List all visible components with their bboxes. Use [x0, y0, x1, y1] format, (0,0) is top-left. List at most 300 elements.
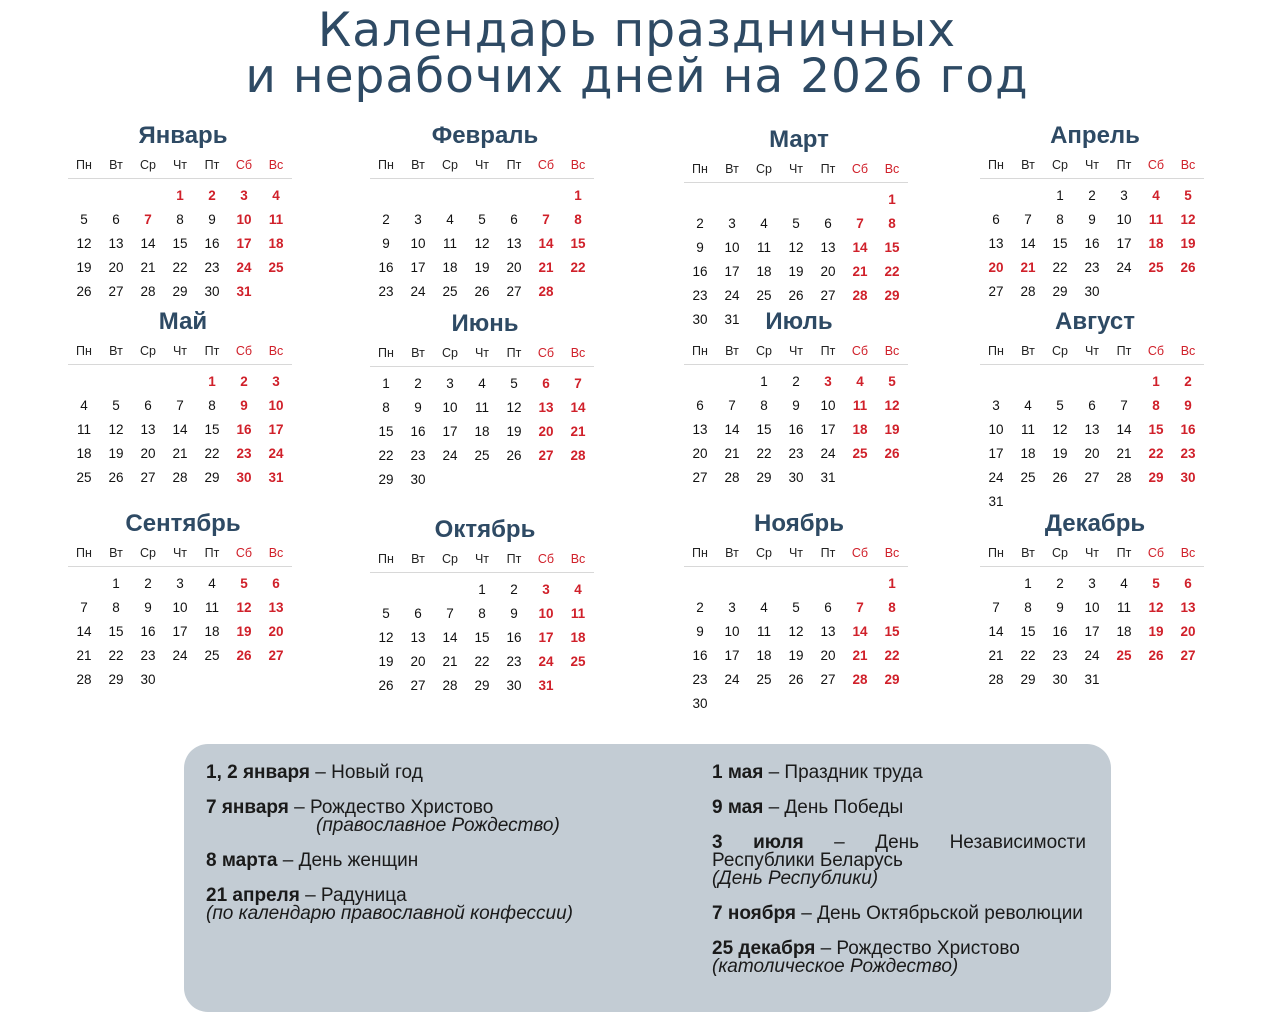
- month-10: [370, 516, 600, 697]
- month-8: [980, 308, 1210, 513]
- day-cell: [716, 365, 748, 394]
- day-cell: 26: [788, 671, 804, 687]
- day-cell: 22: [172, 259, 188, 275]
- day-cell: [260, 667, 292, 691]
- day-cell: 24: [724, 287, 740, 303]
- weekday-header: Сб: [530, 344, 562, 367]
- day-cell: 20: [140, 445, 156, 461]
- day-cell: 7: [728, 397, 736, 413]
- weekday-header: Вт: [402, 156, 434, 179]
- weekday-header: Пт: [812, 342, 844, 365]
- day-cell: 2: [1088, 187, 1096, 203]
- holiday-name: – День женщин: [277, 850, 419, 871]
- month-name: Апрель: [1050, 122, 1140, 149]
- day-cell: 25: [852, 445, 868, 461]
- day-cell: 13: [268, 599, 284, 615]
- day-cell: 13: [1180, 599, 1196, 615]
- day-cell: 28: [988, 671, 1004, 687]
- day-cell: 11: [204, 599, 219, 615]
- day-cell: 9: [1184, 397, 1192, 413]
- day-cell: 18: [268, 235, 284, 251]
- weekday-header: Вт: [1012, 342, 1044, 365]
- day-cell: 7: [574, 375, 582, 391]
- day-cell: 27: [820, 287, 836, 303]
- day-cell: 15: [378, 423, 394, 439]
- day-cell: 6: [696, 397, 704, 413]
- day-cell: 14: [76, 623, 92, 639]
- day-cell: 5: [1056, 397, 1064, 413]
- weekday-header: Пн: [684, 342, 716, 365]
- day-cell: 27: [140, 469, 156, 485]
- day-cell: 11: [1020, 421, 1035, 437]
- weekday-header: Пн: [370, 156, 402, 179]
- day-cell: [876, 465, 908, 489]
- day-cell: [1012, 179, 1044, 208]
- day-cell: 19: [1180, 235, 1196, 251]
- day-cell: 18: [756, 263, 772, 279]
- day-cell: 7: [856, 215, 864, 231]
- day-cell: 26: [1148, 647, 1164, 663]
- day-cell: [684, 365, 716, 394]
- day-cell: [812, 567, 844, 596]
- day-cell: 1: [112, 575, 120, 591]
- weekday-header: Пн: [980, 342, 1012, 365]
- day-cell: 4: [574, 581, 582, 597]
- day-cell: [748, 567, 780, 596]
- day-cell: 28: [140, 283, 156, 299]
- day-cell: [562, 673, 594, 697]
- day-cell: [68, 567, 100, 596]
- day-cell: 28: [1020, 283, 1036, 299]
- day-cell: 25: [1148, 259, 1164, 275]
- day-cell: 22: [1052, 259, 1068, 275]
- month-4: [980, 122, 1210, 303]
- month-7: [684, 308, 914, 489]
- day-cell: 15: [884, 623, 900, 639]
- day-cell: 30: [140, 671, 156, 687]
- day-cell: 9: [510, 605, 518, 621]
- weekday-header: Вс: [1172, 342, 1204, 365]
- day-cell: 27: [692, 469, 708, 485]
- day-cell: [1076, 365, 1108, 394]
- day-cell: 16: [204, 235, 220, 251]
- day-cell: 15: [172, 235, 188, 251]
- day-cell: 27: [108, 283, 124, 299]
- day-cell: 31: [1084, 671, 1100, 687]
- day-cell: 23: [204, 259, 220, 275]
- month-name: Январь: [138, 122, 228, 149]
- day-cell: 4: [478, 375, 486, 391]
- day-cell: 3: [824, 373, 832, 389]
- day-cell: 5: [888, 373, 896, 389]
- holiday-date: 7 января: [206, 797, 289, 818]
- day-cell: 6: [824, 599, 832, 615]
- weekday-header: Сб: [1140, 544, 1172, 567]
- day-cell: 17: [236, 235, 252, 251]
- day-cell: 11: [852, 397, 868, 413]
- day-cell: 17: [1084, 623, 1100, 639]
- holiday-date: 9 мая: [712, 797, 764, 818]
- month-6: [370, 310, 600, 491]
- weekday-header: Сб: [844, 160, 876, 183]
- day-cell: 23: [1052, 647, 1068, 663]
- holiday-item: [712, 764, 1086, 782]
- day-cell: 28: [76, 671, 92, 687]
- day-cell: 26: [76, 283, 92, 299]
- month-name: Октябрь: [434, 516, 536, 543]
- day-cell: 18: [756, 647, 772, 663]
- day-cell: 17: [410, 259, 426, 275]
- day-cell: 16: [692, 647, 708, 663]
- day-cell: 12: [788, 239, 804, 255]
- day-cell: 23: [1084, 259, 1100, 275]
- day-cell: 29: [172, 283, 188, 299]
- day-cell: 12: [108, 421, 124, 437]
- day-cell: 20: [268, 623, 284, 639]
- day-cell: [100, 179, 132, 208]
- weekday-header: Ср: [132, 544, 164, 567]
- day-cell: [434, 467, 466, 491]
- weekday-header: Вс: [876, 544, 908, 567]
- day-cell: 16: [140, 623, 156, 639]
- day-cell: 14: [172, 421, 188, 437]
- day-cell: 5: [792, 215, 800, 231]
- day-cell: 6: [824, 215, 832, 231]
- weekday-header: Пт: [1108, 544, 1140, 567]
- day-cell: 30: [236, 469, 252, 485]
- weekday-header: Вс: [260, 342, 292, 365]
- day-cell: 16: [788, 421, 804, 437]
- day-cell: 31: [988, 493, 1004, 509]
- day-cell: 29: [1052, 283, 1068, 299]
- day-cell: 30: [1180, 469, 1196, 485]
- month-table: [370, 344, 594, 491]
- day-cell: 12: [788, 623, 804, 639]
- day-cell: [748, 183, 780, 212]
- day-cell: [164, 365, 196, 394]
- month-11: [684, 510, 914, 715]
- day-cell: 20: [1084, 445, 1100, 461]
- weekday-header: Пн: [684, 544, 716, 567]
- weekday-header: Чт: [780, 544, 812, 567]
- holidays-left-column: [206, 764, 676, 940]
- day-cell: 8: [888, 599, 896, 615]
- day-cell: 29: [884, 287, 900, 303]
- day-cell: 11: [1148, 211, 1164, 227]
- day-cell: 17: [442, 423, 458, 439]
- day-cell: 17: [724, 263, 740, 279]
- day-cell: 8: [112, 599, 120, 615]
- holiday-item: [206, 799, 676, 835]
- day-cell: 22: [570, 259, 586, 275]
- day-cell: [1140, 667, 1172, 691]
- day-cell: [980, 567, 1012, 596]
- day-cell: 8: [888, 215, 896, 231]
- day-cell: 17: [538, 629, 554, 645]
- day-cell: 8: [176, 211, 184, 227]
- day-cell: 7: [1024, 211, 1032, 227]
- day-cell: 16: [692, 263, 708, 279]
- day-cell: 22: [1020, 647, 1036, 663]
- day-cell: 24: [268, 445, 284, 461]
- day-cell: 28: [724, 469, 740, 485]
- day-cell: 2: [696, 599, 704, 615]
- day-cell: 20: [988, 259, 1004, 275]
- day-cell: 13: [988, 235, 1004, 251]
- day-cell: 5: [382, 605, 390, 621]
- page-title: [0, 3, 1274, 104]
- day-cell: 22: [378, 447, 394, 463]
- day-cell: 19: [378, 653, 394, 669]
- day-cell: [684, 567, 716, 596]
- day-cell: 14: [988, 623, 1004, 639]
- day-cell: 18: [1116, 623, 1132, 639]
- day-cell: 28: [172, 469, 188, 485]
- weekday-header: Пт: [196, 156, 228, 179]
- day-cell: 4: [272, 187, 280, 203]
- day-cell: 13: [820, 239, 836, 255]
- day-cell: 1: [888, 575, 896, 591]
- weekday-header: Вс: [260, 156, 292, 179]
- weekday-header: Чт: [164, 544, 196, 567]
- weekday-header: Вс: [562, 156, 594, 179]
- day-cell: 25: [756, 287, 772, 303]
- day-cell: 20: [820, 263, 836, 279]
- weekday-header: Пн: [370, 550, 402, 573]
- day-cell: 13: [692, 421, 708, 437]
- holiday-date: 7 ноября: [712, 903, 796, 924]
- day-cell: 22: [884, 647, 900, 663]
- weekday-header: Пт: [812, 544, 844, 567]
- holiday-item: [712, 940, 1086, 976]
- weekday-header: Пн: [980, 544, 1012, 567]
- day-cell: [434, 179, 466, 208]
- day-cell: 13: [820, 623, 836, 639]
- day-cell: [370, 573, 402, 602]
- month-5: [68, 308, 298, 489]
- day-cell: [844, 567, 876, 596]
- day-cell: 30: [410, 471, 426, 487]
- day-cell: 23: [692, 671, 708, 687]
- day-cell: 13: [108, 235, 124, 251]
- day-cell: 10: [820, 397, 836, 413]
- day-cell: 8: [1024, 599, 1032, 615]
- day-cell: 30: [692, 311, 708, 327]
- day-cell: 26: [378, 677, 394, 693]
- day-cell: 15: [1052, 235, 1068, 251]
- day-cell: [164, 667, 196, 691]
- day-cell: 22: [756, 445, 772, 461]
- day-cell: 8: [382, 399, 390, 415]
- day-cell: 13: [1084, 421, 1100, 437]
- day-cell: 26: [236, 647, 252, 663]
- weekday-header: Пт: [498, 550, 530, 573]
- day-cell: 10: [410, 235, 426, 251]
- month-name: Февраль: [431, 122, 539, 149]
- weekday-header: Ср: [1044, 544, 1076, 567]
- day-cell: 24: [820, 445, 836, 461]
- day-cell: 26: [1180, 259, 1196, 275]
- day-cell: 31: [538, 677, 554, 693]
- day-cell: 5: [1152, 575, 1160, 591]
- day-cell: 4: [856, 373, 864, 389]
- day-cell: 15: [884, 239, 900, 255]
- day-cell: 15: [204, 421, 220, 437]
- day-cell: 20: [820, 647, 836, 663]
- day-cell: 20: [1180, 623, 1196, 639]
- day-cell: 15: [108, 623, 124, 639]
- day-cell: 18: [442, 259, 458, 275]
- day-cell: 10: [538, 605, 554, 621]
- weekday-header: Вт: [716, 544, 748, 567]
- day-cell: 29: [378, 471, 394, 487]
- day-cell: 8: [1152, 397, 1160, 413]
- day-cell: 27: [410, 677, 426, 693]
- month-table: [980, 544, 1204, 691]
- day-cell: 18: [474, 423, 490, 439]
- day-cell: 25: [1020, 469, 1036, 485]
- holiday-date: 1, 2 января: [206, 762, 310, 783]
- day-cell: 4: [760, 599, 768, 615]
- day-cell: 7: [176, 397, 184, 413]
- weekday-header: Чт: [1076, 544, 1108, 567]
- weekday-header: Вт: [1012, 544, 1044, 567]
- day-cell: [132, 365, 164, 394]
- day-cell: 16: [506, 629, 522, 645]
- weekday-header: Вс: [876, 342, 908, 365]
- weekday-header: Чт: [780, 160, 812, 183]
- day-cell: 24: [172, 647, 188, 663]
- day-cell: 18: [1148, 235, 1164, 251]
- day-cell: 19: [108, 445, 124, 461]
- day-cell: 25: [204, 647, 220, 663]
- day-cell: 2: [382, 211, 390, 227]
- day-cell: 6: [1088, 397, 1096, 413]
- day-cell: 19: [1148, 623, 1164, 639]
- day-cell: 12: [1148, 599, 1164, 615]
- day-cell: 17: [172, 623, 188, 639]
- day-cell: 3: [992, 397, 1000, 413]
- day-cell: [68, 365, 100, 394]
- day-cell: 2: [414, 375, 422, 391]
- day-cell: 24: [988, 469, 1004, 485]
- weekday-header: Вт: [402, 550, 434, 573]
- day-cell: [1044, 365, 1076, 394]
- weekday-header: Пн: [980, 156, 1012, 179]
- day-cell: 5: [792, 599, 800, 615]
- weekday-header: Сб: [530, 550, 562, 573]
- day-cell: 3: [272, 373, 280, 389]
- month-name: Август: [1055, 308, 1135, 335]
- holiday-name: – Рождество Христово: [288, 797, 494, 818]
- month-name: Июнь: [451, 310, 519, 337]
- day-cell: 25: [76, 469, 92, 485]
- day-cell: 24: [538, 653, 554, 669]
- day-cell: 1: [1024, 575, 1032, 591]
- weekday-header: Пт: [1108, 342, 1140, 365]
- day-cell: 5: [1184, 187, 1192, 203]
- day-cell: 30: [1052, 671, 1068, 687]
- month-table: [684, 160, 908, 331]
- day-cell: 6: [272, 575, 280, 591]
- day-cell: 2: [696, 215, 704, 231]
- weekday-header: Ср: [434, 156, 466, 179]
- day-cell: 3: [414, 211, 422, 227]
- day-cell: 25: [1116, 647, 1132, 663]
- day-cell: 25: [268, 259, 284, 275]
- weekday-header: Вс: [876, 160, 908, 183]
- weekday-header: Чт: [466, 550, 498, 573]
- day-cell: 3: [446, 375, 454, 391]
- day-cell: 29: [108, 671, 124, 687]
- day-cell: [530, 179, 562, 208]
- day-cell: 20: [692, 445, 708, 461]
- day-cell: 10: [172, 599, 188, 615]
- day-cell: 2: [792, 373, 800, 389]
- day-cell: 26: [788, 287, 804, 303]
- day-cell: 9: [240, 397, 248, 413]
- day-cell: 11: [570, 605, 586, 621]
- month-12: [980, 510, 1210, 691]
- month-name: Июль: [765, 308, 833, 335]
- day-cell: 1: [1056, 187, 1064, 203]
- month-9: [68, 510, 298, 691]
- day-cell: 16: [410, 423, 426, 439]
- day-cell: 12: [474, 235, 490, 251]
- day-cell: 24: [442, 447, 458, 463]
- day-cell: 1: [574, 187, 582, 203]
- day-cell: 12: [884, 397, 900, 413]
- day-cell: 14: [724, 421, 740, 437]
- day-cell: 5: [112, 397, 120, 413]
- month-name: Ноябрь: [754, 510, 844, 537]
- day-cell: 3: [240, 187, 248, 203]
- weekday-header: Пт: [498, 156, 530, 179]
- day-cell: [980, 365, 1012, 394]
- day-cell: [780, 567, 812, 596]
- weekday-header: Вт: [100, 544, 132, 567]
- day-cell: 6: [112, 211, 120, 227]
- day-cell: 26: [884, 445, 900, 461]
- holiday-date: 1 мая: [712, 762, 764, 783]
- day-cell: [196, 667, 228, 691]
- holiday-item: [206, 764, 676, 782]
- day-cell: 21: [988, 647, 1004, 663]
- day-cell: [844, 691, 876, 715]
- day-cell: 7: [446, 605, 454, 621]
- day-cell: [402, 573, 434, 602]
- holiday-name: – Радуница: [299, 885, 407, 906]
- day-cell: 22: [1148, 445, 1164, 461]
- day-cell: 15: [1020, 623, 1036, 639]
- holiday-name: – День Октябрьской революции: [795, 903, 1083, 924]
- day-cell: [748, 691, 780, 715]
- day-cell: 31: [268, 469, 284, 485]
- day-cell: 27: [1180, 647, 1196, 663]
- day-cell: [844, 465, 876, 489]
- day-cell: 29: [884, 671, 900, 687]
- weekday-header: Чт: [164, 156, 196, 179]
- day-cell: 2: [510, 581, 518, 597]
- month-name: Март: [769, 126, 829, 153]
- day-cell: [260, 279, 292, 303]
- day-cell: [844, 183, 876, 212]
- holidays-right-column: [712, 764, 1086, 993]
- weekday-header: Пн: [68, 156, 100, 179]
- day-cell: [980, 179, 1012, 208]
- day-cell: 6: [414, 605, 422, 621]
- day-cell: 1: [760, 373, 768, 389]
